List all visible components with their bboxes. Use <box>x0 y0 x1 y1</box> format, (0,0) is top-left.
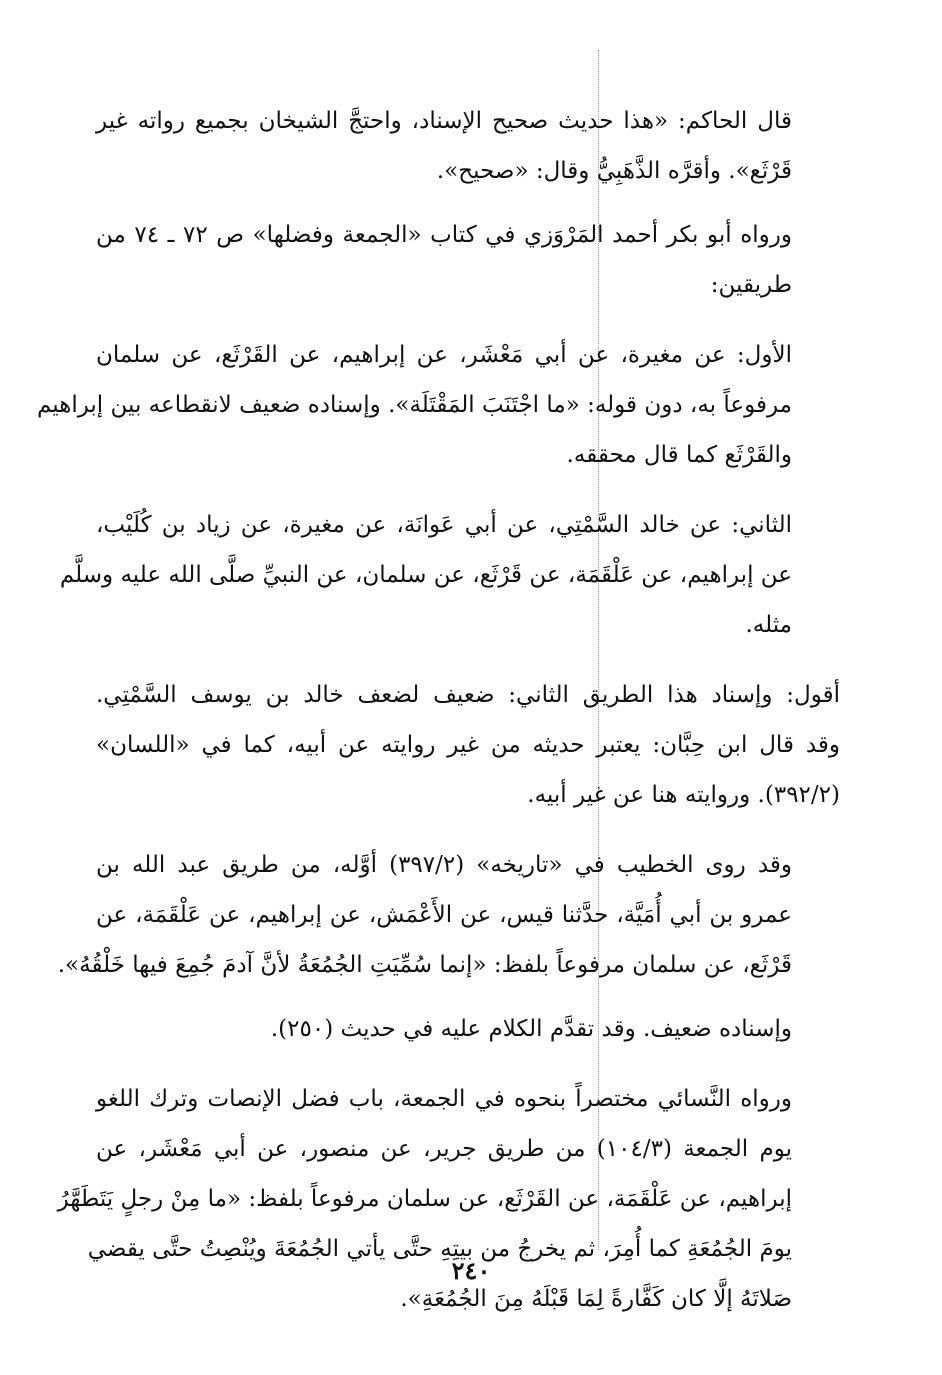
paragraph-nasai-narration <box>57 1074 840 1324</box>
text-line: يوم الجمعة (١٠٤/٣) من طريق جرير، عن منصور، عن أبي مَعْشَر، عن <box>96 1136 792 1162</box>
text-line: والقَرْثَع كما قال محققه. <box>566 442 792 468</box>
paragraph-weak-chain <box>96 1004 840 1054</box>
text-line: إبراهيم، عن عَلْقَمَة، عن القَرْثَع، عن سلمان مرفوعاً بلفظ: «ما مِنْ رجلٍ يَتَطَهَّرُ <box>57 1186 792 1212</box>
paragraph-hakim-grading <box>96 96 840 196</box>
text-line: الأول: عن مغيرة، عن أبي مَعْشَر، عن إبراهيم، عن القَرْثَع، عن سلمان <box>96 342 792 368</box>
text-line: مثله. <box>745 612 792 638</box>
text-line: وقد قال ابن حِبَّان: يعتبر حديثه من غير روايته عن أبيه، كما في «اللسان» <box>96 732 840 758</box>
paragraph-khatib-narration <box>57 840 840 990</box>
paragraph-second-route <box>59 500 840 650</box>
text-line: قَرْثَع، عن سلمان مرفوعاً بلفظ: «إنما سُمِّيَتِ الجُمُعَةُ لأنَّ آدمَ جُمِعَ فيها خَلْقُهُ». <box>57 952 792 978</box>
paragraph-marwazi-narration <box>96 210 840 310</box>
text-line: وقد روى الخطيب في «تاريخه» (٣٩٧/٢) أوَّله، من طريق عبد الله بن <box>96 852 792 878</box>
paragraph-first-route <box>36 330 840 480</box>
text-line: عن إبراهيم، عن عَلْقَمَة، عن قَرْثَع، عن سلمان، عن النبيِّ صلَّى الله عليه وسلَّم <box>59 562 792 588</box>
text-line: الثاني: عن خالد السَّمْتِي، عن أبي عَوانَة، عن مغيرة، عن زياد بن كُلَيْب، <box>96 512 792 538</box>
page-body-text <box>36 96 840 1324</box>
text-line: عمرو بن أبي أُمَيَّة، حدَّثنا قيس، عن الأَعْمَش، عن إبراهيم، عن عَلْقَمَة، عن <box>96 902 792 928</box>
text-line: مرفوعاً به، دون قوله: «ما اجْتَنَبَ المَقْتَلَة». وإسناده ضعيف لانقطاعه بين إبراهيم <box>36 392 792 418</box>
page-number: ٢٤٠ <box>451 1256 491 1285</box>
text-line: أقول: وإسناد هذا الطريق الثاني: ضعيف لضعف خالد بن يوسف السَّمْتِي. <box>96 682 840 708</box>
text-line: ورواه النَّسائي مختصراً بنحوه في الجمعة، باب فضل الإنصات وترك اللغو <box>96 1086 792 1112</box>
text-line: صَلاتَهُ إلَّا كان كَفَّارةً لِمَا قَبْلَهُ مِنَ الجُمُعَةِ». <box>400 1286 792 1312</box>
text-line: يومَ الجُمُعَةِ كما أُمِرَ، ثم يخرجُ من بيتِهِ حتَّى يأتي الجُمُعَةَ ويُنْصِتُ حتَّى يقضي <box>87 1236 792 1262</box>
text-line: طريقين: <box>710 272 792 298</box>
text-line: قال الحاكم: «هذا حديث صحيح الإسناد، واحتجَّ الشيخان بجميع رواته غير <box>96 108 792 134</box>
text-line: وإسناده ضعيف. وقد تقدَّم الكلام عليه في حديث (٢٥٠). <box>270 1016 792 1042</box>
text-line: (٣٩٢/٢). وروايته هنا عن غير أبيه. <box>527 782 840 808</box>
text-line: قَرْثَع». وأقرَّه الذَّهَبِيُّ وقال: «صحيح». <box>436 158 792 184</box>
text-line: ورواه أبو بكر أحمد المَرْوَزي في كتاب «الجمعة وفضلها» ص ٧٢ ـ ٧٤ من <box>96 222 792 248</box>
paragraph-author-comment <box>96 670 840 820</box>
